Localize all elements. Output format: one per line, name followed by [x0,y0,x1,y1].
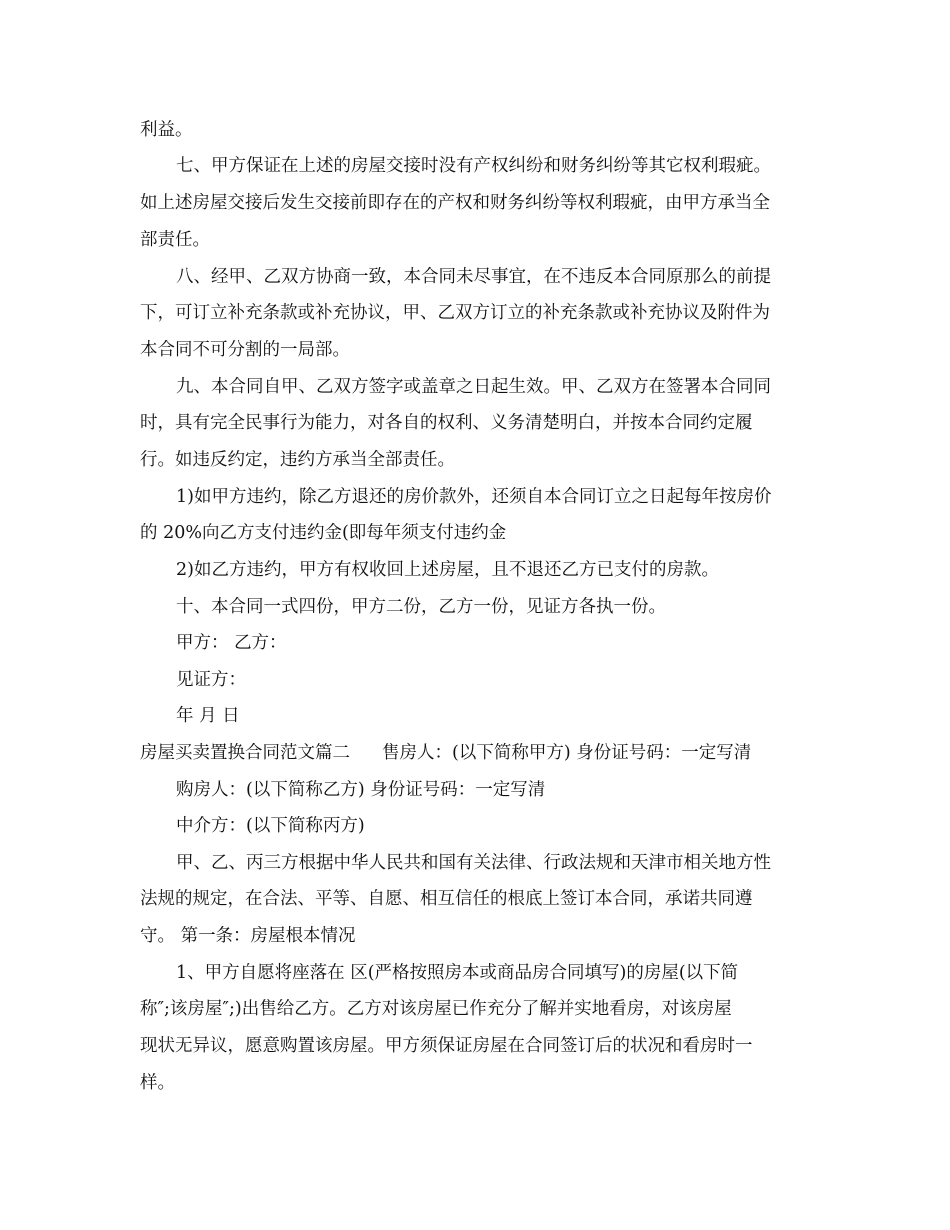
agent-info-line: 中介方：(以下简称丙方) [176,816,365,836]
text-line: 样。 [140,1073,175,1093]
text-line: 利益。 [140,120,193,140]
section-heading-line [140,742,751,764]
section-title: 房屋买卖置换合同范文篇二 [140,743,350,763]
clause-2-line: 2)如乙方违约，甲方有权收回上述房屋，且不退还乙方已支付的房款。 [176,560,719,580]
text-line: 现状无异议，愿意购置该房屋。甲方须保证房屋在合同签订后的状况和看房时一 [140,1036,753,1056]
date-line: 年 月 日 [176,706,240,726]
paragraph-7-line: 七、甲方保证在上述的房屋交接时没有产权纠纷和财务纠纷等其它权利瑕疵。 [176,156,771,176]
article-1-clause-line: 1、甲方自愿将座落在 区(严格按照房本或商品房合同填写)的房屋(以下简 [176,963,739,983]
witness-line: 见证方： [176,670,246,690]
clause-1-line: 1)如甲方违约，除乙方退还的房价款外，还须自本合同订立之日起每年按房价 [176,487,772,507]
paragraph-intro-line: 甲、乙、丙三方根据中华人民共和国有关法律、行政法规和天津市相关地方性 [176,853,771,873]
text-line: 本合同不可分割的一局部。 [140,340,350,360]
paragraph-8-line: 八、经甲、乙双方协商一致，本合同未尽事宜，在不违反本合同原那么的前提 [176,267,771,287]
text-line: 守。 第一条：房屋根本情况 [140,926,356,946]
paragraph-10-line: 十、本合同一式四份，甲方二份，乙方一份，见证方各执一份。 [176,597,666,617]
signature-parties-line: 甲方： 乙方： [176,633,287,653]
text-line: 下，可订立补充条款或补充协议，甲、乙双方订立的补充条款或补充协议及附件为 [140,303,770,323]
text-line: 部责任。 [140,230,210,250]
text-line: 时，具有完全民事行为能力，对各自的权利、义务清楚明白，并按本合同约定履 [140,413,753,433]
text-line: 法规的规定，在合法、平等、自愿、相互信任的根底上签订本合同，承诺共同遵 [140,889,753,909]
text-line: 称″;该房屋″;)出售给乙方。乙方对该房屋已作充分了解并实地看房，对该房屋 [140,999,732,1019]
seller-info: 售房人：(以下简称甲方) 身份证号码：一定写清 [382,743,752,763]
text-line: 的 20%向乙方支付违约金(即每年须支付违约金 [140,523,507,543]
paragraph-9-line: 九、本合同自甲、乙双方签字或盖章之日起生效。甲、乙双方在签署本合同同 [176,377,771,397]
text-line: 如上述房屋交接后发生交接前即存在的产权和财务纠纷等权利瑕疵，由甲方承当全 [140,193,770,213]
buyer-info-line: 购房人：(以下简称乙方) 身份证号码：一定写清 [176,780,546,800]
text-line: 行。如违反约定，违约方承当全部责任。 [140,450,455,470]
